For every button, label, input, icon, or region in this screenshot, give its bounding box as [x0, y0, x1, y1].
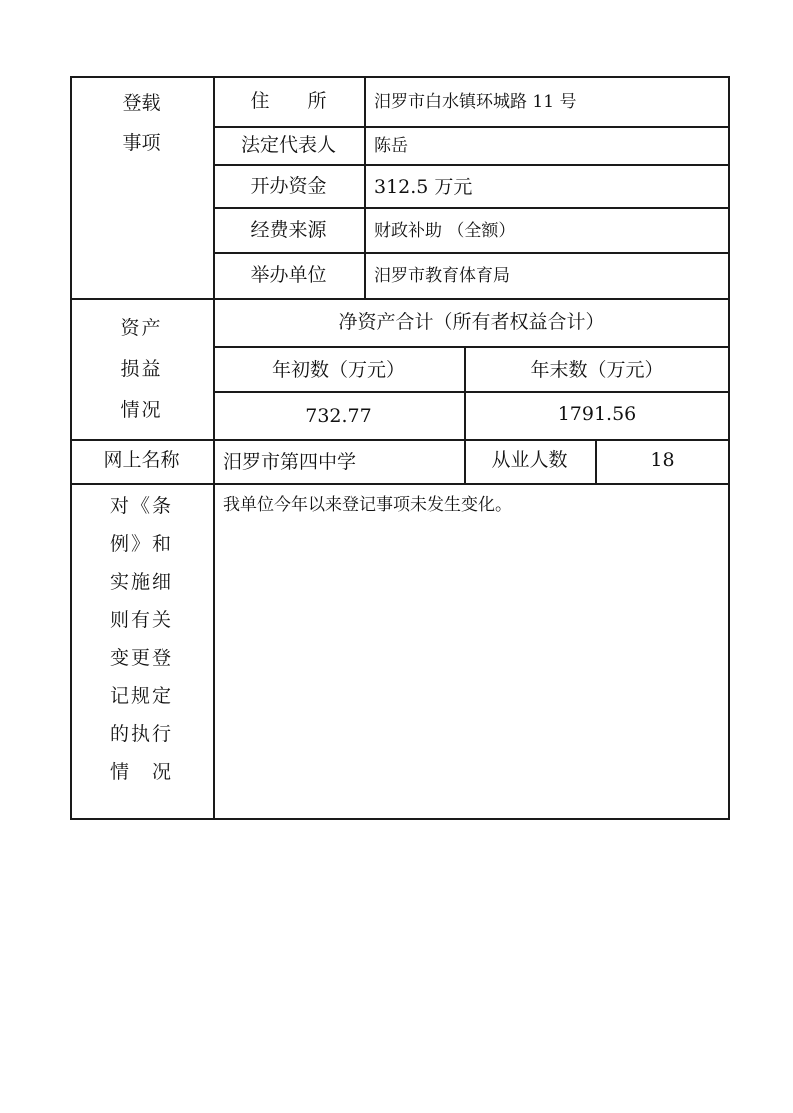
- label-staff-count: 从业人数: [491, 449, 568, 471]
- section-label-compliance-line: 情 况: [109, 761, 173, 783]
- section-label-assets-line: 情况: [120, 399, 163, 421]
- divider: [213, 391, 730, 393]
- compliance-content: 我单位今年以来登记事项未发生变化。: [223, 495, 512, 515]
- label-legal-representative: 法定代表人: [240, 134, 336, 156]
- section-label-assets-line: 损益: [120, 358, 163, 380]
- section-label-assets: [70, 319, 213, 420]
- divider: [70, 298, 730, 300]
- section-label-registration-line1: 登载: [122, 92, 161, 114]
- divider: [213, 207, 730, 209]
- divider: [213, 346, 730, 348]
- section-label-compliance-line: 例》和: [109, 533, 173, 555]
- label-capital: 开办资金: [250, 175, 327, 197]
- start-value: 732.77: [305, 405, 372, 427]
- label-sponsor-unit: 举办单位: [250, 264, 327, 286]
- registration-form-table: [70, 76, 730, 820]
- col-start-label: 年初数（万元）: [271, 359, 405, 381]
- section-label-compliance-line: 实施细: [109, 571, 173, 593]
- label-funding-source: 经费来源: [250, 219, 327, 241]
- section-label-compliance: [70, 497, 213, 782]
- value-capital: 312.5 万元: [374, 176, 473, 198]
- value-address: 汨罗市白水镇环城路 11 号: [374, 92, 577, 112]
- value-online-name: 汨罗市第四中学: [223, 451, 357, 473]
- divider: [213, 252, 730, 254]
- net-assets-header: 净资产合计（所有者权益合计）: [338, 311, 605, 333]
- divider: [70, 483, 730, 485]
- divider: [213, 164, 730, 166]
- value-legal-representative: 陈岳: [374, 136, 408, 156]
- divider: [213, 126, 730, 128]
- section-label-compliance-line: 的执行: [109, 723, 173, 745]
- section-label-compliance-line: 记规定: [109, 685, 173, 707]
- value-funding-source: 财政补助 （全额）: [374, 221, 516, 241]
- label-address: 住 所: [250, 90, 327, 112]
- section-label-compliance-line: 则有关: [109, 609, 173, 631]
- divider: [364, 76, 366, 298]
- section-label-registration-line2: 事项: [122, 132, 161, 154]
- section-label-compliance-line: 变更登: [109, 647, 173, 669]
- section-label-assets-line: 资产: [120, 317, 163, 339]
- label-online-name: 网上名称: [103, 449, 180, 471]
- divider: [70, 439, 730, 441]
- value-sponsor-unit: 汨罗市教育体育局: [374, 266, 510, 286]
- col-end-label: 年末数（万元）: [530, 359, 664, 381]
- value-staff-count: 18: [650, 449, 675, 471]
- divider: [464, 346, 466, 439]
- section-label-compliance-line: 对《条: [109, 495, 173, 517]
- end-value: 1791.56: [557, 403, 637, 425]
